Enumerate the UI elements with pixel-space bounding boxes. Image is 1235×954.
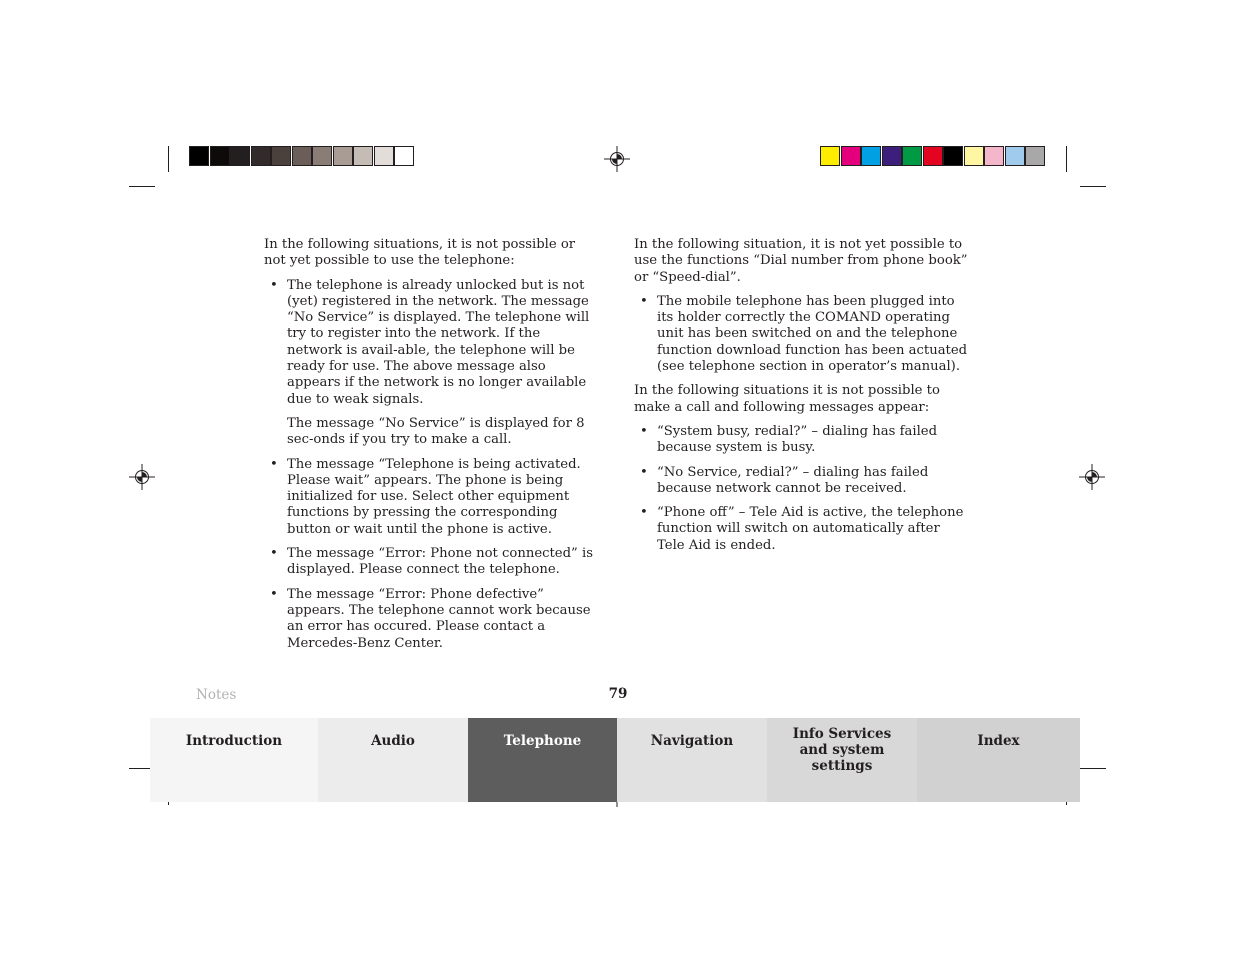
color-swatch (333, 146, 353, 166)
registration-mark-icon (1079, 464, 1105, 490)
tab-telephone[interactable] (468, 718, 617, 802)
bullet-text: “No Service, redial?” – dialing has failed because network cannot be received. (657, 464, 929, 496)
tab-audio[interactable] (318, 718, 468, 802)
crop-mark (1066, 146, 1067, 172)
crop-mark (1080, 768, 1106, 769)
bullet-text: The message “No Service” is displayed for 8 sec-onds if you try to make a call. (287, 415, 585, 448)
color-swatch (292, 146, 312, 166)
color-swatch (1005, 146, 1025, 166)
right-bullet-list-2 (634, 424, 969, 554)
bullet-item (634, 424, 969, 457)
right-intro-2: In the following situations it is not possible to make a call and following messages appear: (634, 383, 940, 415)
color-swatch (943, 146, 963, 166)
bullet-icon: • (270, 586, 278, 602)
bullet-text: The telephone is already unlocked but is not (yet) registered in the network. The message “No Service” is displayed. The telephone will try to register into the network. If the network is avail-able, the telephone will be ready for use. The above message also appears if the network is no longer available due to weak signals. (287, 277, 590, 407)
color-swatch (230, 146, 250, 166)
color-swatch (923, 146, 943, 166)
bullet-icon: • (640, 505, 648, 521)
color-swatch (394, 146, 414, 166)
color-swatch (251, 146, 271, 166)
bullet-icon: • (640, 464, 648, 480)
bullet-item (264, 546, 599, 579)
color-swatch (1025, 146, 1045, 166)
color-swatch (189, 146, 209, 166)
color-swatch (902, 146, 922, 166)
registration-mark-icon (129, 464, 155, 490)
bullet-text: The mobile telephone has been plugged into its holder correctly the COMAND operating unit has been switched on and the telephone function download function has been actuated (see telephone section in operator’s manual). (657, 293, 968, 375)
tab-index[interactable] (917, 718, 1080, 802)
grayscale-color-bar (189, 146, 415, 166)
tab-label: Telephone (503, 733, 582, 749)
tab-label: Introduction (185, 733, 283, 749)
tab-introduction[interactable] (150, 718, 318, 802)
bullet-text: “Phone off” – Tele Aid is active, the telephone function will switch on automatically after Tele Aid is ended. (657, 505, 964, 553)
tab-label: Navigation (650, 733, 734, 749)
tab-label: Index (977, 733, 1020, 749)
color-swatch (984, 146, 1004, 166)
chapter-tabs (150, 718, 1080, 802)
bullet-text: “System busy, redial?” – dialing has failed because system is busy. (657, 423, 938, 456)
color-swatch (841, 146, 861, 166)
registration-mark-icon (604, 146, 630, 172)
color-swatch (882, 146, 902, 166)
bullet-text: The message “Telephone is being activated. Please wait” appears. The phone is being initialized for use. Select other equipment functions by pressing the corresponding button or wait until the phone is active. (287, 456, 581, 537)
color-swatch (964, 146, 984, 166)
right-intro-1: In the following situation, it is not yet possible to use the functions “Dial number from phone book” or “Speed-dial”. (634, 237, 968, 285)
bullet-text: The message “Error: Phone defective” appears. The telephone cannot work because an error has occured. Please contact a Mercedes-Benz Center. (287, 586, 591, 651)
bullet-item (264, 587, 599, 652)
color-swatch (210, 146, 230, 166)
crop-mark (129, 186, 155, 187)
bullet-icon: • (270, 456, 278, 472)
color-swatch (861, 146, 881, 166)
color-swatch (312, 146, 332, 166)
left-bullet-list (264, 278, 599, 652)
bullet-icon: • (270, 277, 278, 293)
right-bullet-list-1 (634, 294, 969, 375)
color-swatch (820, 146, 840, 166)
bullet-item (264, 457, 599, 538)
bullet-text: The message “Error: Phone not connected” is displayed. Please connect the telephone. (287, 546, 593, 578)
right-column (634, 237, 969, 562)
crop-mark (168, 146, 169, 172)
bullet-item (634, 465, 969, 498)
left-intro: In the following situations, it is not possible or not yet possible to use the telephone: (264, 237, 576, 269)
bullet-icon: • (270, 546, 278, 562)
tab-label: Info Services and system settings (792, 726, 892, 774)
crop-mark (1080, 186, 1106, 187)
color-swatch (271, 146, 291, 166)
bullet-icon: • (640, 293, 648, 309)
color-swatch (353, 146, 373, 166)
tab-info[interactable] (767, 718, 917, 802)
left-column (264, 237, 599, 660)
process-color-bar (820, 146, 1046, 166)
bullet-item (634, 505, 969, 554)
bullet-item (264, 278, 599, 449)
bullet-icon: • (640, 423, 648, 439)
color-swatch (374, 146, 394, 166)
tab-label: Audio (371, 733, 415, 749)
page-number: 79 (608, 686, 628, 702)
tab-navigation[interactable] (617, 718, 767, 802)
section-label: Notes (196, 687, 237, 703)
bullet-item (634, 294, 969, 375)
